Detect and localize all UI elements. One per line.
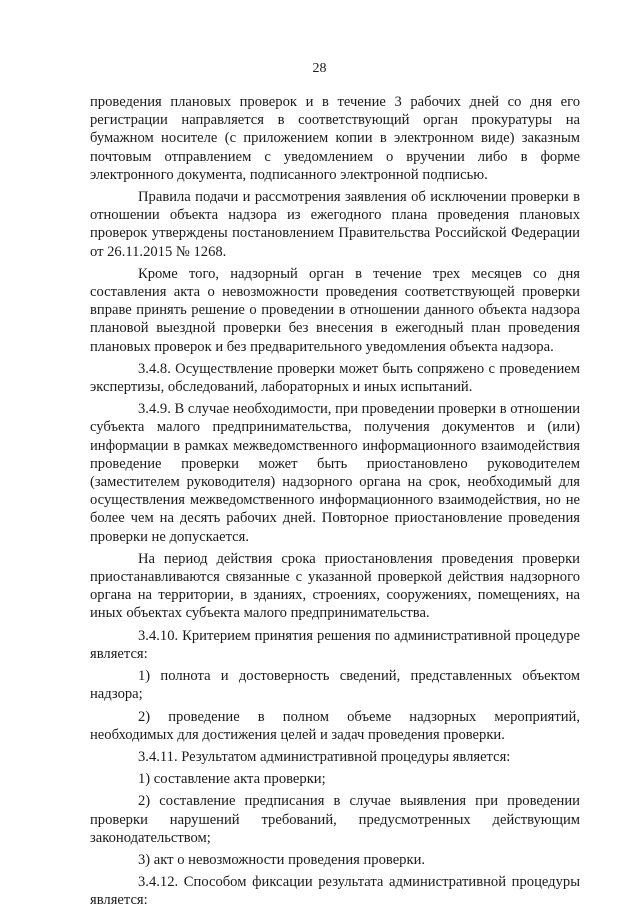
document-body bbox=[90, 93, 580, 910]
paragraph: Кроме того, надзорный орган в течение трех месяцев со дня составления акта о невозможности проведения соответствующей проверки вправе принять решение о проведении в отношении данного объекта надзора плановой выездной проверки без внесения в ежегодный план проведения плановых проверок и без предварительного уведомления объекта надзора. bbox=[90, 265, 580, 355]
paragraph: 3.4.9. В случае необходимости, при проведении проверки в отношении субъекта малого предпринимательства, получения документов и (или) информации в рамках межведомственного информационного взаимодействия проведение проверки может быть приостановлено руководителем (заместителем руководителя) надзорного органа на срок, необходимый для осуществления межведомственного информационного взаимодействия, но не более чем на десять рабочих дней. Повторное приостановление проведения проверки не допускается. bbox=[90, 401, 580, 545]
paragraph: 3) акт о невозможности проведения проверки. bbox=[138, 851, 426, 868]
page-number: 28 bbox=[312, 61, 327, 76]
paragraph: 3.4.12. Способом фиксации результата административной процедуры является: bbox=[90, 874, 580, 909]
paragraph: 3.4.11. Результатом административной процедуры является: bbox=[138, 748, 511, 765]
paragraph: На период действия срока приостановления проведения проверки приостанавливаются связанные с указанной проверкой действия надзорного органа на территории, в зданиях, строениях, сооружениях, помещениях, на иных объектах субъекта малого предпринимательства. bbox=[90, 550, 580, 622]
paragraph: 2) составление предписания в случае выявления при проведении проверки нарушений требований, предусмотренных действующим законодательством; bbox=[90, 793, 580, 846]
paragraph: проведения плановых проверок и в течение 3 рабочих дней со дня его регистрации направляется в соответствующий орган прокуратуры на бумажном носителе (с приложением копии в электронном виде) заказным почтовым отправлением с уведомлением о вручении либо в форме электронного документа, подписанного электронной подписью. bbox=[90, 94, 580, 183]
paragraph: 3.4.10. Критерием принятия решения по административной процедуре является: bbox=[90, 627, 580, 662]
paragraph: 2) проведение в полном объеме надзорных мероприятий, необходимых для достижения целей и задач проведения проверки. bbox=[90, 708, 580, 743]
paragraph: 3.4.8. Осуществление проверки может быть сопряжено с проведением экспертизы, обследований, лабораторных и иных испытаний. bbox=[90, 360, 580, 396]
paragraph: Правила подачи и рассмотрения заявления об исключении проверки в отношении объекта надзора из ежегодного плана проведения плановых проверок утверждены постановлением Правительства Российской Федерации от 26.11.2015 № 1268. bbox=[90, 189, 580, 260]
paragraph: 1) составление акта проверки; bbox=[138, 771, 326, 788]
paragraph: 1) полнота и достоверность сведений, представленных объектом надзора; bbox=[90, 668, 580, 703]
